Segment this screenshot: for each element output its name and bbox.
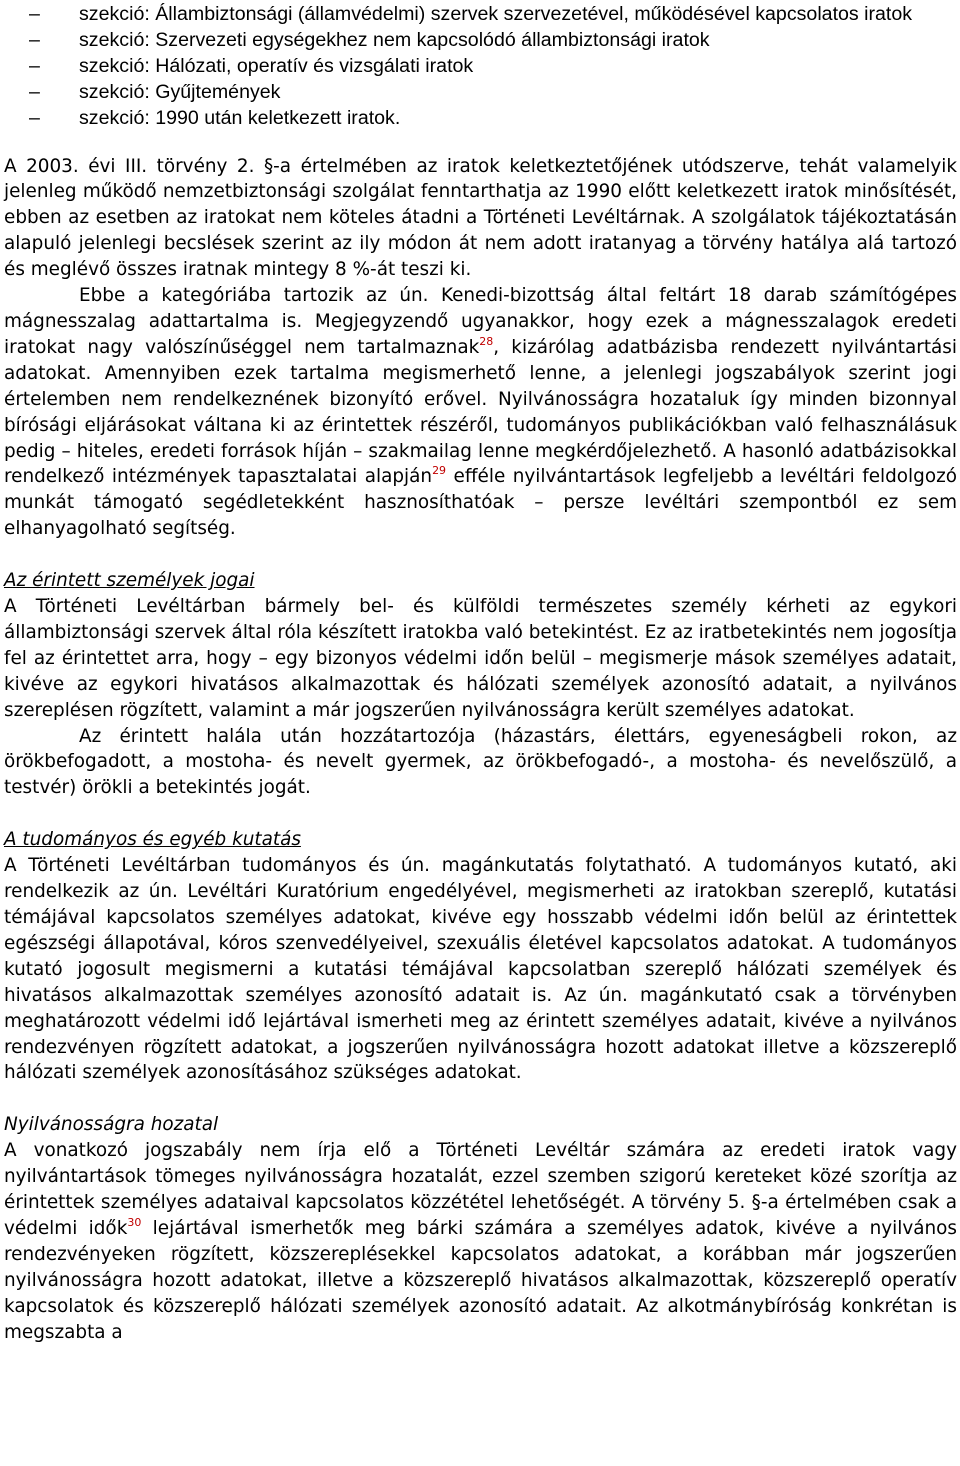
dash-bullet: – [29,106,40,129]
footnote-ref[interactable]: 28 [479,334,494,348]
paragraph-text: , kizárólag adatbázisba rendezett nyilvántartási adatokat. Amennyiben ezek tartalma megismerhető lenne, a jelenlegi jogszabályok szerint jogi értelemben nem rendelkeznének bizonyító erővel. Nyilvánosságra hozataluk így minden bizonnyal bírósági eljárásokat váltana ki az érintettek részéről, tudományos publikációkban való felhasználásuk pedig – hiteles, eredeti források híján – szakmailag lenne megkérdőjelezhető. A hasonló adatbázisokkal rendelkező intézmények tapasztalatai alapján [4,336,957,488]
heading-rights: Az érintett személyek jogai [4,570,255,592]
list-item-text: szekció: Hálózati, operatív és vizsgálati iratok [79,54,474,77]
paragraph-text: efféle nyilvántartások legfeljebb a levéltári feldolgozó munkát támogató segédletekként hasznosíthatóak – persze levéltári szempontból ez sem elhanyagolható segítség. [4,466,957,540]
paragraph-text: Ebbe a kategóriába tartozik az ún. Kenedi-bizottság által feltárt 18 darab számítógépes mágnesszalag adattartalma is. Megjegyzendő ugyanakkor, hogy ezek a mágnesszalagok eredeti iratokat nagy valószínűséggel nem tartalmaznak [4,285,957,358]
section-list [4,2,957,132]
footnote-ref[interactable]: 29 [432,464,447,478]
list-item-text: szekció: 1990 után keletkezett iratok. [79,106,401,129]
paragraph-law: A 2003. évi III. törvény 2. §-a értelmében az iratok keletkeztetőjének utódszerve, tehát valamelyik jelenleg működő nemzetbiztonsági szolgálat fenntarthatja az 1990 előtt keletkezett iratok minősítését, ebben az esetben az iratokat nem köteles átadni a Történeti Levéltárnak. A szolgálatok tájékoztatásán alapuló jelenlegi becslések szerint az ily módon át nem adott iratanyag a törvény hatálya alá tartozó és meglévő összes iratnak mintegy 8 %-át teszi ki. [4,155,957,281]
list-item [4,106,957,132]
list-item [4,2,957,28]
dash-bullet: – [29,54,40,77]
footnote-ref[interactable]: 30 [127,1215,142,1229]
list-item [4,54,957,80]
heading-research: A tudományos és egyéb kutatás [4,829,301,851]
paragraph-research: A Történeti Levéltárban tudományos és ún. magánkutatás folytatható. A tudományos kutató, aki rendelkezik az ún. Levéltári Kuratórium engedélyével, megismerheti az iratokban szereplő, kutatási témájával kapcsolatos személyes adatokat, kivéve egy hosszabb védelmi időn belül az érintettek egészségi állapotával, kóros szenvedélyeivel, szexuális életével kapcsolatos adatokat. A tudományos kutató jogosult megismerni a kutatási témájával kapcsolatban szereplő hálózati személyek és hivatásos alkalmazottak személyes azonosító adatait is. Az ún. magánkutató csak a törvényben meghatározott védelmi idő lejártával ismerheti meg az érintett személyes adatait, kivéve a nyilvános rendezvényen rögzített adatokat, a jogszerűen nyilvánosságra hozott adatokat illetve a közszereplő hálózati személyek azonosításához szükséges adatokat. [4,855,957,1084]
dash-bullet: – [29,80,40,103]
paragraph-text: lejártával ismerhetők meg bárki számára a személyes adatok, kivéve a nyilvános rendezvényeken rögzített, közszereplésekkel kapcsolatos adatokat, a korábban már jogszerűen nyilvánosságra hozott adatokat, illetve a közszereplő hivatásos alkalmazottak, közszereplő operatív kapcsolatok és közszereplő hálózati személyek azonosító adatait. Az alkotmánybíróság konkrétan is megszabta a [4,1217,957,1343]
list-item-text: szekció: Szervezeti egységekhez nem kapcsolódó állambiztonsági iratok [79,28,710,51]
list-item-text: szekció: Állambiztonsági (államvédelmi) szervek szervezetével, működésével kapcsolatos iratok [79,3,913,25]
paragraph-rights: A Történeti Levéltárban bármely bel- és külföldi természetes személy kérheti az egykori állambiztonsági szervek által róla készített iratokba való betekintést. Ez az iratbetekintés nem jogosítja fel az érintettet arra, hogy – egy bizonyos védelmi időn belül – megismerje mások személyes adatait, kivéve az egykori hivatásos alkalmazottak és hálózati személyek azonosító adatait, a nyilvános szereplésen rögzített, valamint a már jogszerűen nyilvánosságra került személyes adatokat. [4,596,957,721]
list-item [4,28,957,54]
dash-bullet: – [29,28,40,51]
paragraph-heirs: Az érintett halála után hozzátartozója (házastárs, élettárs, egyeneságbeli rokon, az örökbefogadott, a mostoha- és nevelt gyermek, az örökbefogadó-, a mostoha- és nevelőszülő, a testvér) örökli a betekintés jogát. [4,725,957,799]
list-item-text: szekció: Gyűjtemények [79,80,281,103]
paragraph-publication [4,1138,957,1345]
heading-publication: Nyilvánosságra hozatal [4,1114,219,1136]
list-item [4,80,957,106]
paragraph-text: A vonatkozó jogszabály nem írja elő a Történeti Levéltár számára az eredeti iratok vagy nyilvántartások tömeges nyilvánosságra hozatalát, ezzel szemben szigorú kereteket közé szorítja az érintettek személyes adataival kapcsolatos közzététel lehetőségét. A törvény 5. §-a értelmében csak a védelmi idők [4,1140,957,1239]
paragraph-magnetic-tapes [4,283,957,542]
dash-bullet: – [29,3,40,25]
